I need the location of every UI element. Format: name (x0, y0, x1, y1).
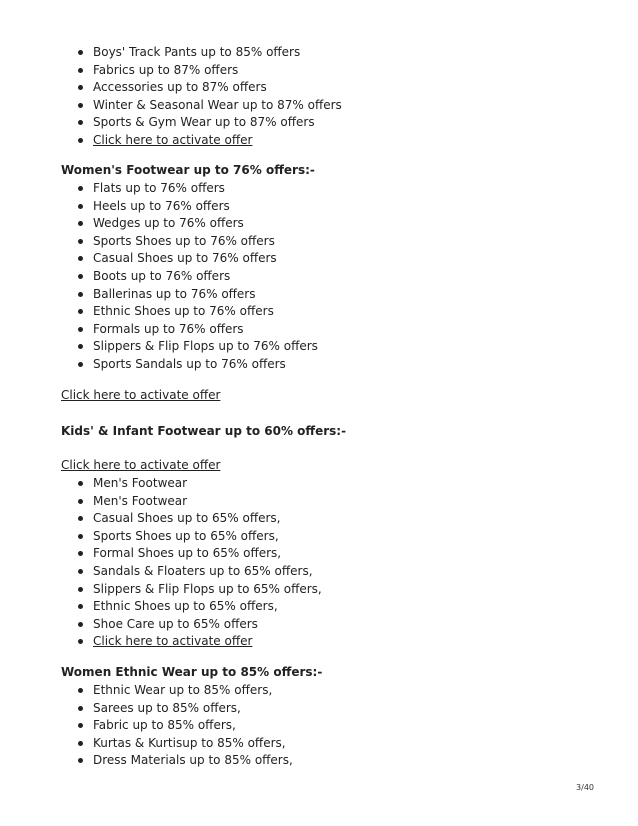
section-heading-kids-footwear: Kids' & Infant Footwear up to 60% offers:- (61, 424, 347, 438)
list-item: Heels up to 76% offers (78, 198, 318, 216)
bullet-icon (78, 688, 83, 693)
list-item: Men's Footwear (78, 475, 322, 493)
offer-list-mens-footwear (78, 475, 322, 651)
offer-list-womens-footwear (78, 180, 318, 374)
list-item: Dress Materials up to 85% offers, (78, 752, 293, 770)
list-item: Men's Footwear (78, 493, 322, 511)
list-item: Ethnic Shoes up to 65% offers, (78, 598, 322, 616)
list-item: Shoe Care up to 65% offers (78, 616, 322, 634)
list-item: Sandals & Floaters up to 65% offers, (78, 563, 322, 581)
bullet-icon (78, 309, 83, 314)
bullet-icon (78, 239, 83, 244)
bullet-icon (78, 85, 83, 90)
bullet-icon (78, 120, 83, 125)
activate-offer-link[interactable]: Click here to activate offer (93, 634, 253, 649)
bullet-icon (78, 362, 83, 367)
list-item: Wedges up to 76% offers (78, 215, 318, 233)
bullet-icon (78, 274, 83, 279)
list-item: Boys' Track Pants up to 85% offers (78, 44, 342, 62)
list-item: Ballerinas up to 76% offers (78, 286, 318, 304)
list-item: Boots up to 76% offers (78, 268, 318, 286)
page-number: 3/40 (576, 783, 594, 792)
bullet-icon (78, 604, 83, 609)
bullet-icon (78, 639, 83, 644)
activate-offer-link[interactable]: Click here to activate offer (61, 388, 221, 402)
bullet-icon (78, 344, 83, 349)
list-item: Flats up to 76% offers (78, 180, 318, 198)
list-item: Sports Shoes up to 76% offers (78, 233, 318, 251)
bullet-icon (78, 706, 83, 711)
list-item: Formal Shoes up to 65% offers, (78, 545, 322, 563)
link-row (61, 458, 220, 472)
list-item: Sarees up to 85% offers, (78, 700, 293, 718)
list-item: Fabric up to 85% offers, (78, 717, 293, 735)
bullet-icon (78, 499, 83, 504)
list-item: Winter & Seasonal Wear up to 87% offers (78, 97, 342, 115)
bullet-icon (78, 103, 83, 108)
link-row (61, 388, 220, 402)
list-item: Slippers & Flip Flops up to 65% offers, (78, 581, 322, 599)
list-item: Slippers & Flip Flops up to 76% offers (78, 338, 318, 356)
bullet-icon (78, 534, 83, 539)
bullet-icon (78, 186, 83, 191)
bullet-icon (78, 622, 83, 627)
bullet-icon (78, 569, 83, 574)
bullet-icon (78, 68, 83, 73)
list-item (78, 132, 342, 150)
list-item: Kurtas & Kurtisup to 85% offers, (78, 735, 293, 753)
list-item: Formals up to 76% offers (78, 321, 318, 339)
activate-offer-link[interactable]: Click here to activate offer (61, 458, 221, 472)
activate-offer-link[interactable]: Click here to activate offer (93, 132, 253, 147)
list-item: Casual Shoes up to 65% offers, (78, 510, 322, 528)
list-item: Casual Shoes up to 76% offers (78, 250, 318, 268)
bullet-icon (78, 587, 83, 592)
list-item: Accessories up to 87% offers (78, 79, 342, 97)
list-item: Ethnic Shoes up to 76% offers (78, 303, 318, 321)
list-item: Sports Sandals up to 76% offers (78, 356, 318, 374)
bullet-icon (78, 741, 83, 746)
bullet-icon (78, 327, 83, 332)
list-item: Ethnic Wear up to 85% offers, (78, 682, 293, 700)
section-heading-women-ethnic-wear: Women Ethnic Wear up to 85% offers:- (61, 665, 323, 679)
bullet-icon (78, 256, 83, 261)
bullet-icon (78, 50, 83, 55)
list-item: Sports Shoes up to 65% offers, (78, 528, 322, 546)
bullet-icon (78, 204, 83, 209)
list-item: Fabrics up to 87% offers (78, 62, 342, 80)
bullet-icon (78, 723, 83, 728)
section-heading-womens-footwear: Women's Footwear up to 76% offers:- (61, 163, 315, 177)
bullet-icon (78, 221, 83, 226)
bullet-icon (78, 551, 83, 556)
bullet-icon (78, 481, 83, 486)
offer-list-women-ethnic-wear (78, 682, 293, 770)
offer-list-kids-clothing (78, 44, 342, 150)
list-item (78, 633, 322, 651)
bullet-icon (78, 292, 83, 297)
bullet-icon (78, 758, 83, 763)
list-item: Sports & Gym Wear up to 87% offers (78, 114, 342, 132)
bullet-icon (78, 516, 83, 521)
bullet-icon (78, 138, 83, 143)
